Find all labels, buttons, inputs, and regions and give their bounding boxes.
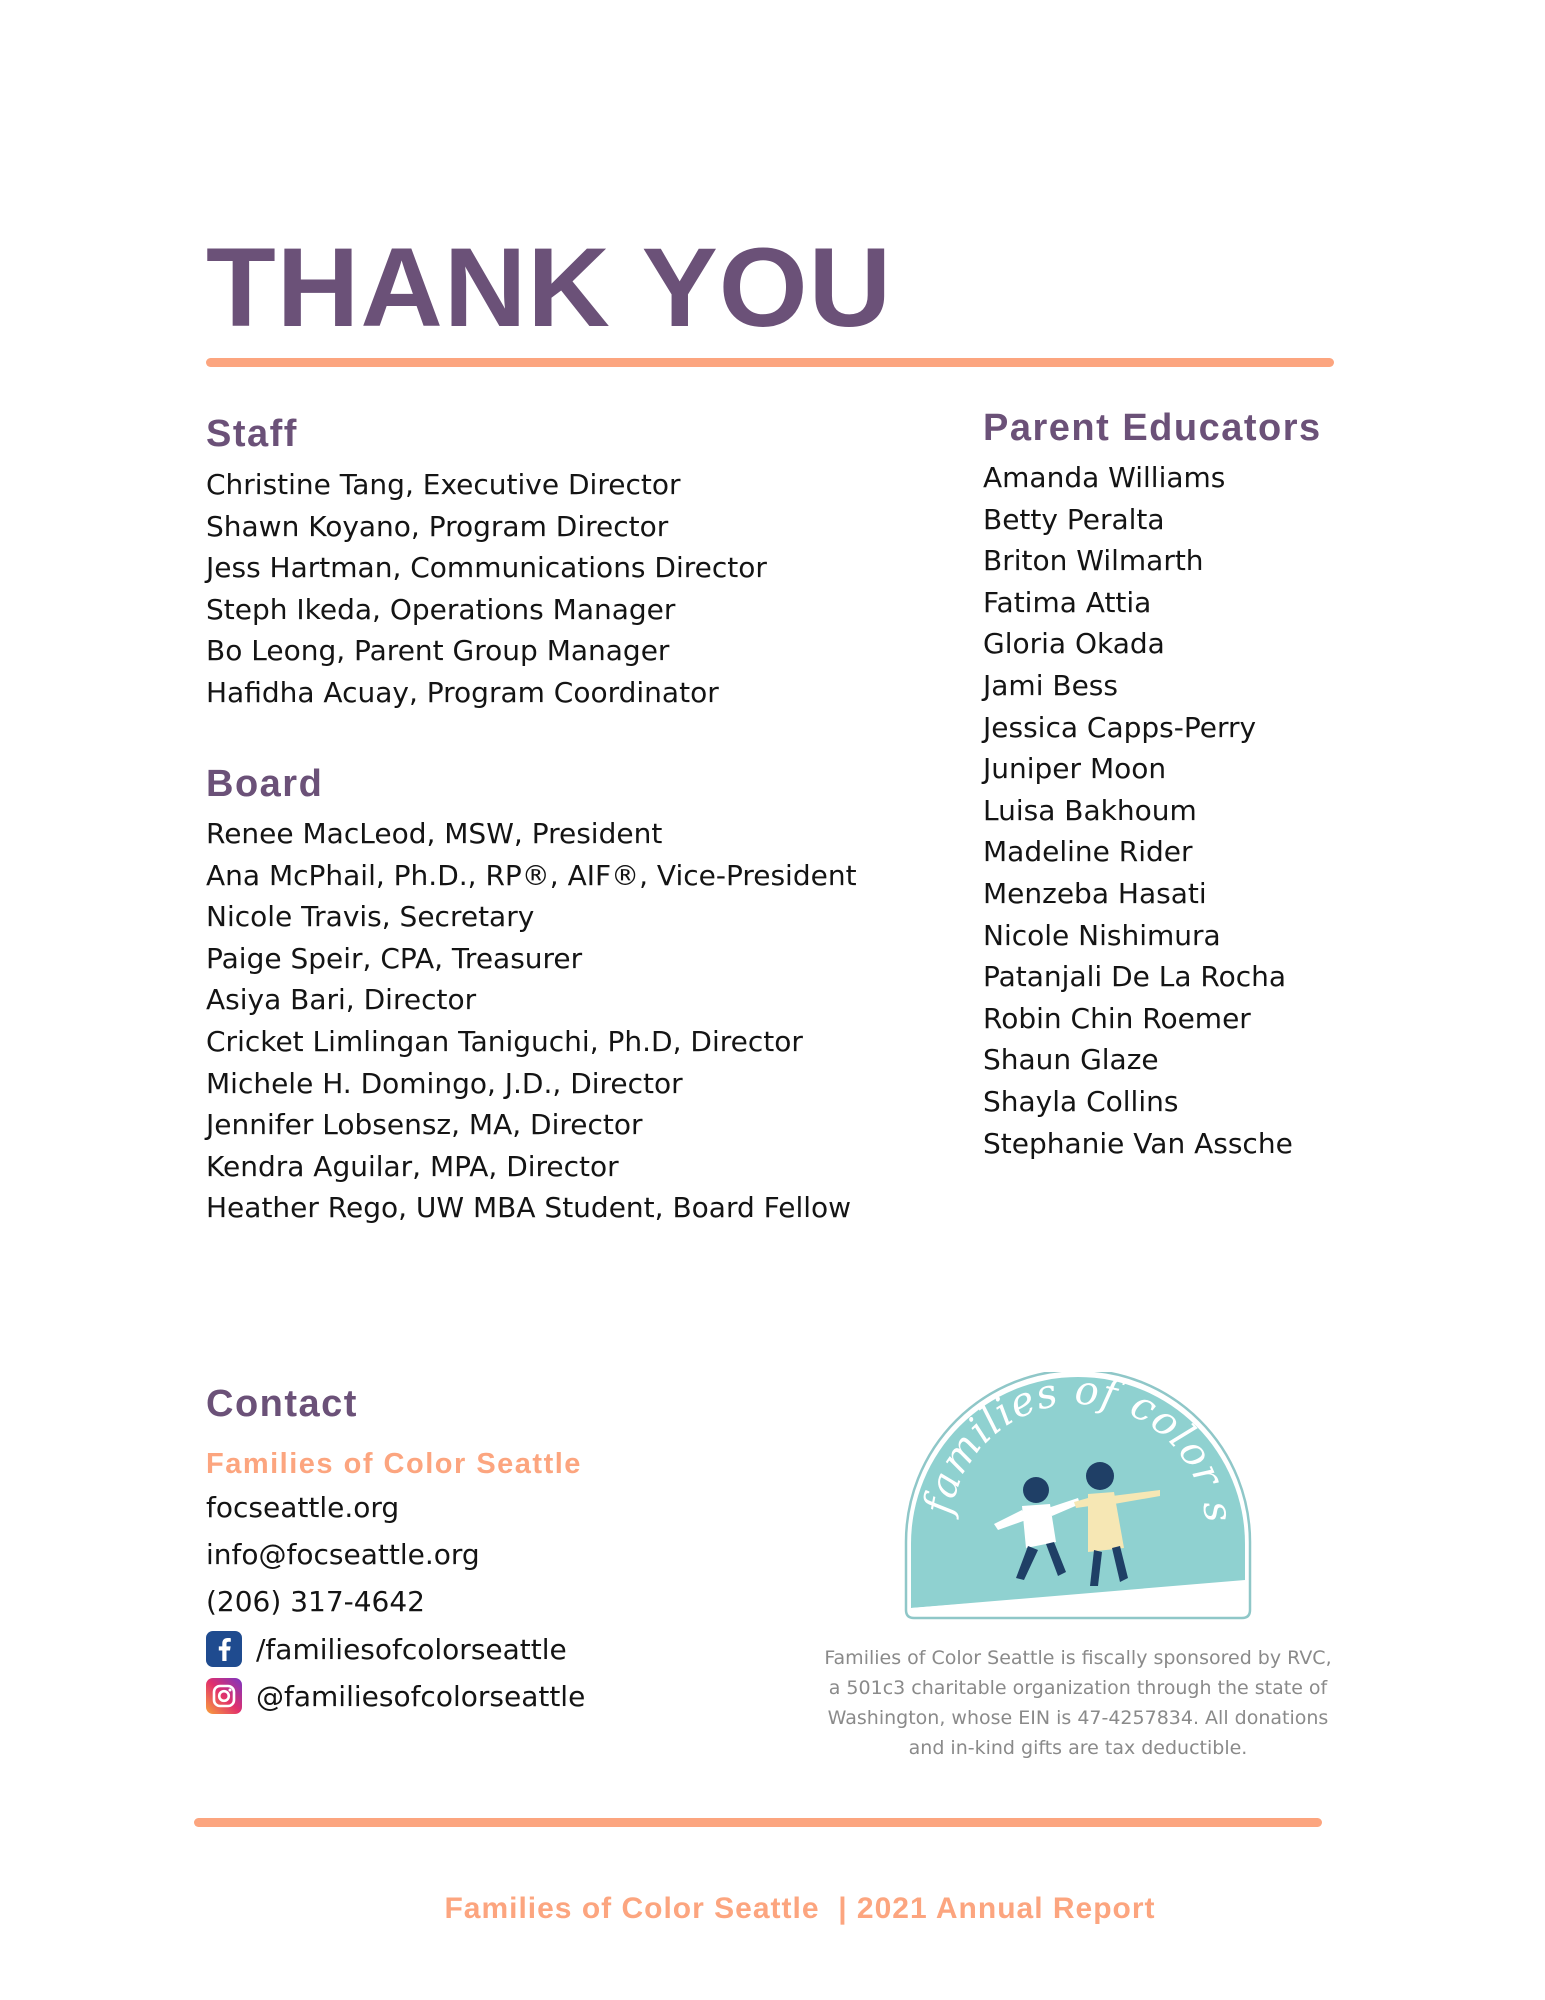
parent-educator: Robin Chin Roemer xyxy=(983,1001,1251,1035)
parent-educator: Amanda Williams xyxy=(983,461,1226,494)
parent-educator: Fatima Attia xyxy=(983,585,1152,619)
contact-heading: Contact xyxy=(206,1383,358,1425)
instagram-handle: @familiesofcolorseattle xyxy=(256,1679,586,1713)
footer-divider xyxy=(194,1818,1322,1827)
staff-member: Shawn Koyano, Program Director xyxy=(206,509,669,543)
title-divider xyxy=(206,358,1334,367)
org-name: Families of Color Seattle xyxy=(206,1448,582,1480)
parent-educator: Shaun Glaze xyxy=(983,1043,1159,1077)
page-title: THANK YOU xyxy=(206,225,893,350)
board-member: Cricket Limlingan Taniguchi, Ph.D, Director xyxy=(206,1024,803,1058)
parent-educator: Briton Wilmarth xyxy=(983,544,1204,578)
phone-number: (206) 317-4642 xyxy=(206,1585,425,1618)
staff-member: Hafidha Acuay, Program Coordinator xyxy=(206,675,719,709)
parent-educator: Luisa Bakhoum xyxy=(983,793,1197,827)
board-member: Nicole Travis, Secretary xyxy=(206,900,535,934)
parent-educator: Patanjali De La Rocha xyxy=(983,960,1287,994)
instagram-link[interactable] xyxy=(206,1678,585,1714)
parent-educators-list xyxy=(983,457,1293,1164)
fiscal-sponsor-disclaimer: Families of Color Seattle is fiscally sponsored by RVC, a 501c3 charitable organization through the state of Washington, whose EIN is 47-4257834. All donations and in-kind gifts are tax deductible. xyxy=(824,1647,1332,1759)
parent-educator: Madeline Rider xyxy=(983,835,1193,869)
staff-member: Bo Leong, Parent Group Manager xyxy=(206,634,670,668)
parent-educator: Nicole Nishimura xyxy=(983,918,1221,952)
website-link[interactable]: focseattle.org xyxy=(206,1491,400,1524)
parent-educator: Menzeba Hasati xyxy=(983,876,1207,910)
email-link[interactable]: info@focseattle.org xyxy=(206,1538,480,1571)
facebook-link[interactable] xyxy=(206,1631,567,1667)
staff-member: Christine Tang, Executive Director xyxy=(206,468,681,501)
board-member: Renee MacLeod, MSW, President xyxy=(206,817,663,850)
staff-heading: Staff xyxy=(206,413,298,455)
facebook-icon xyxy=(206,1631,242,1667)
families-of-color-seattle-logo xyxy=(898,1372,1258,1622)
instagram-icon xyxy=(206,1678,242,1714)
board-member: Kendra Aguilar, MPA, Director xyxy=(206,1149,619,1183)
board-member: Jennifer Lobsensz, MA, Director xyxy=(206,1108,643,1142)
staff-list xyxy=(206,464,767,714)
parent-educator: Stephanie Van Assche xyxy=(983,1126,1293,1160)
parent-educator: Jami Bess xyxy=(983,668,1118,702)
board-heading: Board xyxy=(206,763,324,805)
parent-educator: Jessica Capps-Perry xyxy=(983,710,1257,744)
parent-educator: Gloria Okada xyxy=(983,627,1165,661)
board-list xyxy=(206,813,857,1229)
board-member: Asiya Bari, Director xyxy=(206,983,477,1017)
parent-educator: Juniper Moon xyxy=(983,752,1167,786)
staff-member: Steph Ikeda, Operations Manager xyxy=(206,592,676,626)
parent-educator: Shayla Collins xyxy=(983,1084,1179,1118)
board-member: Heather Rego, UW MBA Student, Board Fellow xyxy=(206,1191,852,1225)
board-member: Paige Speir, CPA, Treasurer xyxy=(206,941,583,975)
staff-member: Jess Hartman, Communications Director xyxy=(206,551,767,585)
footer-text: Families of Color Seattle | 2021 Annual Report xyxy=(444,1892,1156,1925)
logo-text: families of color s xyxy=(915,1372,1242,1526)
facebook-handle: /familiesofcolorseattle xyxy=(256,1632,567,1666)
parent-educators-heading: Parent Educators xyxy=(983,407,1322,449)
board-member: Michele H. Domingo, J.D., Director xyxy=(206,1066,683,1100)
board-member: Ana McPhail, Ph.D., RP®, AIF®, Vice-President xyxy=(206,858,857,892)
parent-educator: Betty Peralta xyxy=(983,502,1165,536)
